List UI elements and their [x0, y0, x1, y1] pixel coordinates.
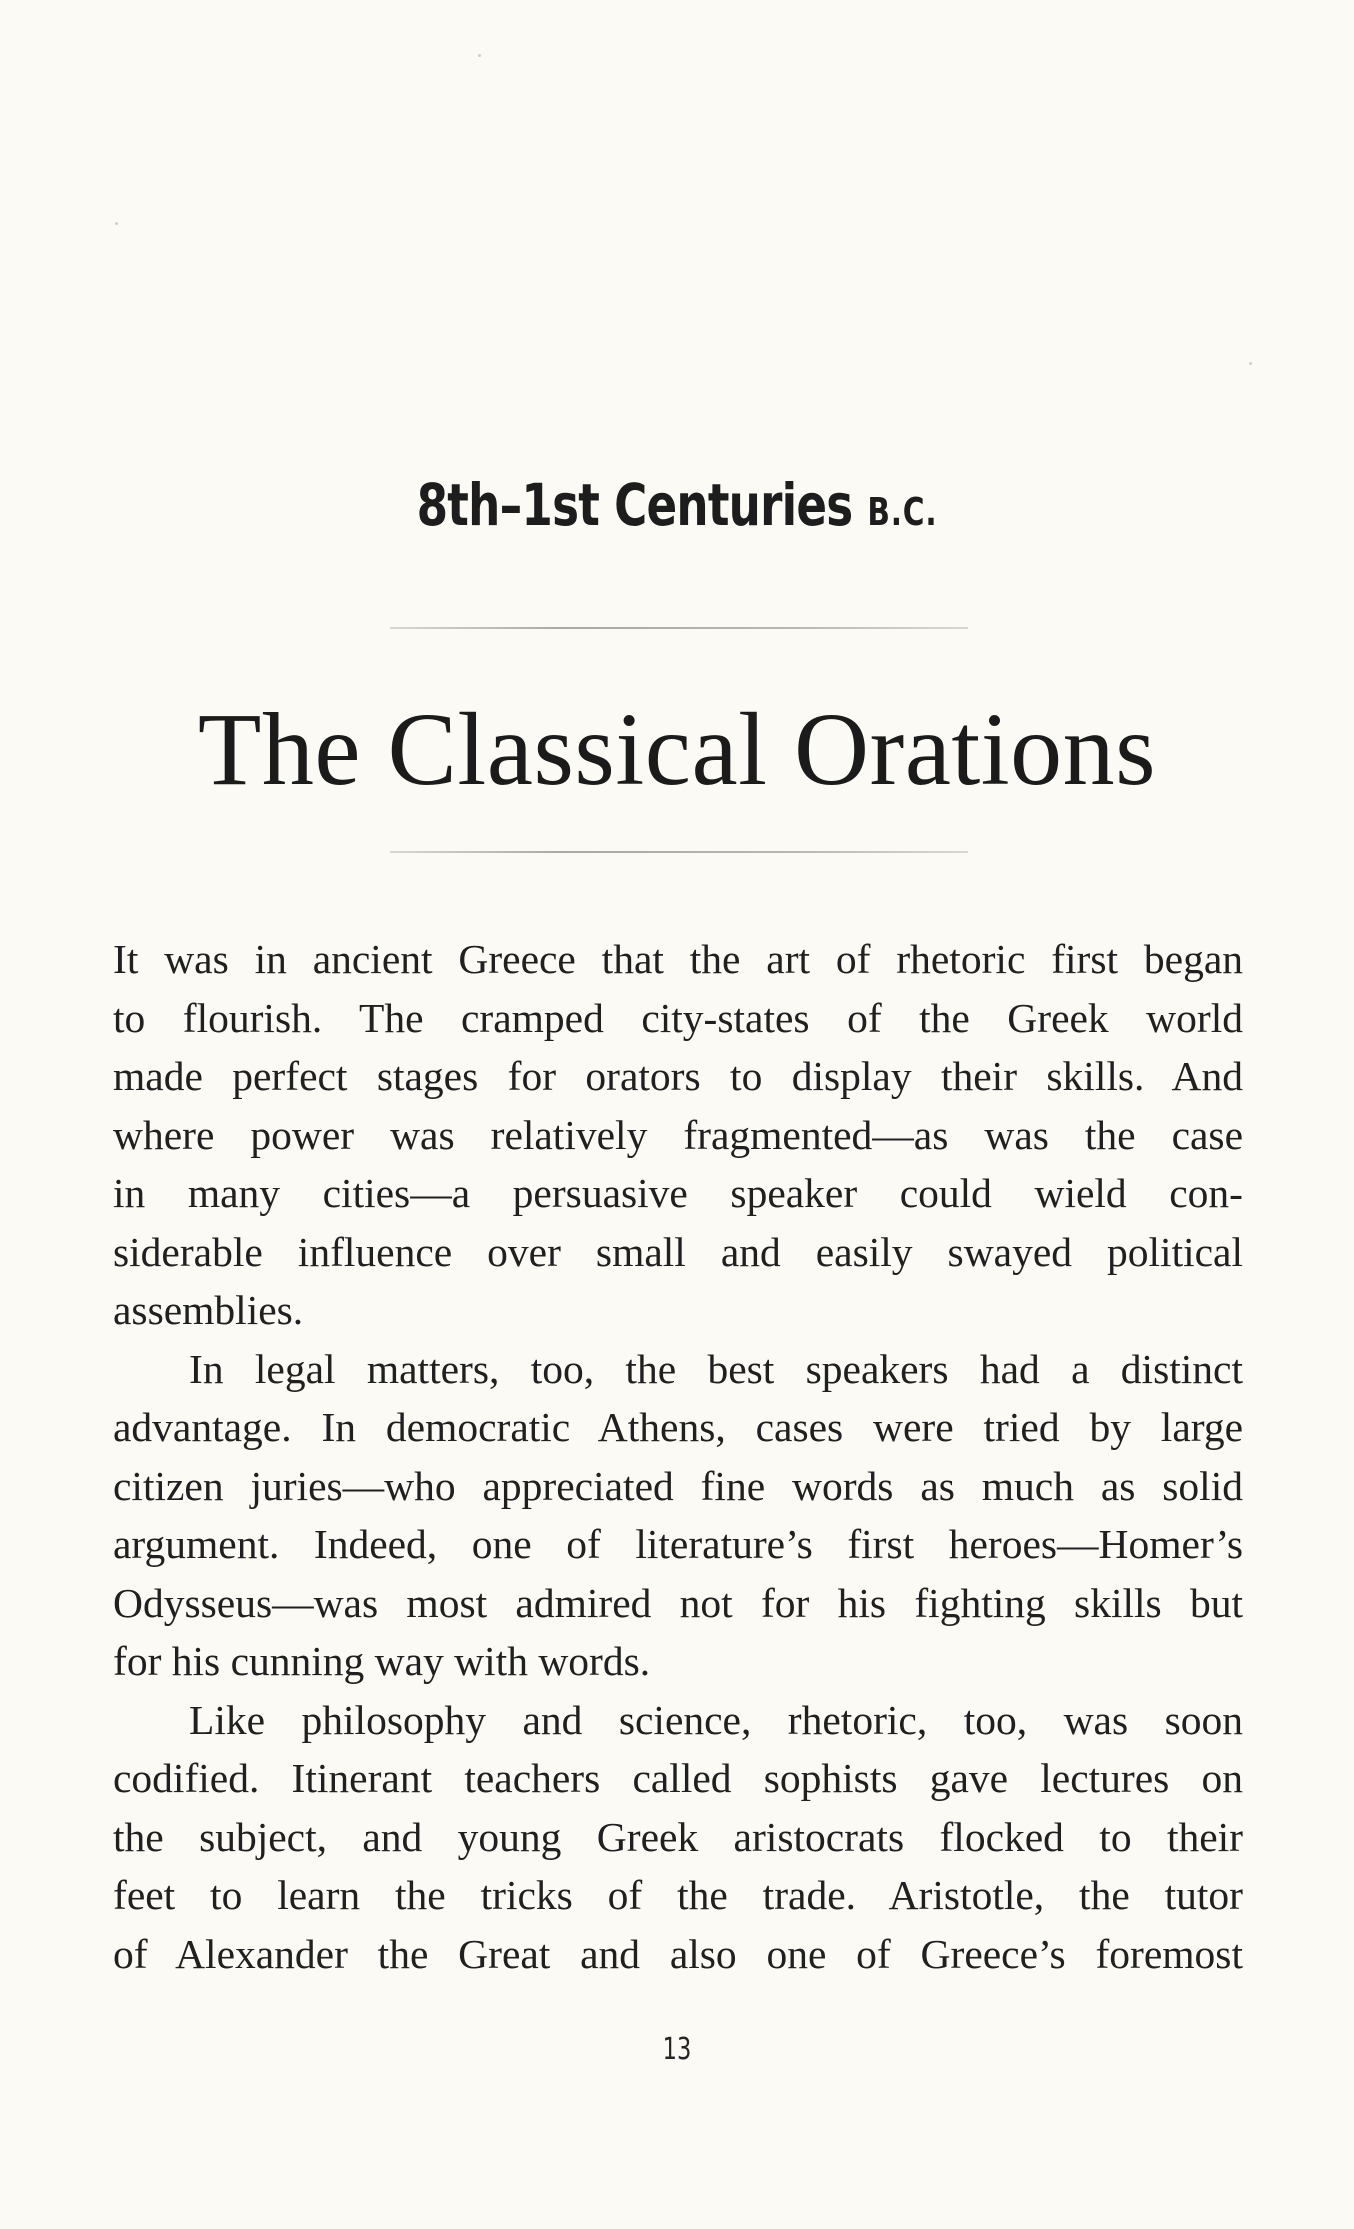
paper-speck: [115, 222, 118, 225]
text-line: in many cities—a persuasive speaker could wield con-: [113, 1170, 1243, 1216]
chapter-era-heading: [149, 470, 1205, 547]
top-divider-rule: [390, 627, 968, 629]
text-line: Odysseus—was most admired not for his fighting skills but: [113, 1579, 1243, 1626]
bottom-divider-rule: [390, 851, 968, 853]
text-line: to flourish. The cramped city-states of the Greek world: [113, 994, 1243, 1041]
text-line: siderable influence over small and easily swayed political: [113, 1228, 1243, 1275]
text-line: Like philosophy and science, rhetoric, too, was soon: [189, 1696, 1243, 1743]
text-line: It was in ancient Greece that the art of rhetoric first began: [113, 936, 1243, 982]
paragraph-1: [113, 930, 1243, 1340]
text-line: made perfect stages for orators to display their skills. And: [113, 1053, 1243, 1099]
paper-speck: [478, 54, 481, 57]
text-line: codified. Itinerant teachers called sophists gave lectures on: [113, 1755, 1243, 1801]
text-line: citizen juries—who appreciated fine words as much as solid: [113, 1462, 1243, 1509]
paper-speck: [1249, 362, 1252, 365]
text-line: where power was relatively fragmented—as was the case: [113, 1111, 1243, 1158]
text-line: of Alexander the Great and also one of Greece’s foremost: [113, 1930, 1243, 1977]
paragraph-2: [113, 1340, 1243, 1691]
page-number: 13: [662, 2032, 692, 2067]
paragraph-3: [113, 1691, 1243, 1984]
text-line: advantage. In democratic Athens, cases were tried by large: [113, 1404, 1243, 1450]
text-line: feet to learn the tricks of the trade. Aristotle, the tutor: [113, 1872, 1243, 1918]
text-line: the subject, and young Greek aristocrats flocked to their: [113, 1813, 1243, 1860]
chapter-title: The Classical Orations: [197, 692, 1157, 807]
text-line: In legal matters, too, the best speakers had a distinct: [189, 1345, 1243, 1392]
text-line: argument. Indeed, one of literature’s first heroes—Homer’s: [113, 1521, 1243, 1567]
era-range: 8th–1st Centuries: [416, 471, 853, 539]
text-line: for his cunning way with words.: [113, 1638, 651, 1684]
body-text: [113, 930, 1243, 1983]
text-line: assemblies.: [113, 1287, 304, 1333]
era-suffix: B.C.: [867, 490, 938, 534]
